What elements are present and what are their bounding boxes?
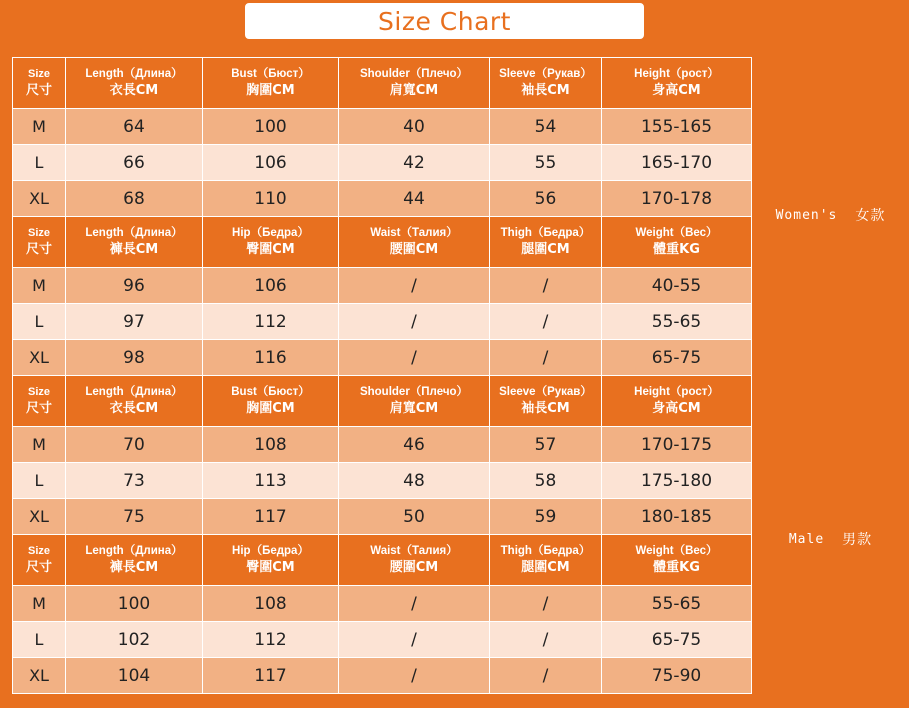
- header-label-en: Size: [27, 386, 50, 398]
- header-label-en: Bust（Бюст）: [231, 386, 310, 398]
- header-label-cn: 袖長CM: [521, 401, 570, 416]
- table-row: [13, 181, 752, 217]
- header-label-en: Length（Длина）: [85, 68, 183, 80]
- header-label-en: Size: [27, 545, 50, 557]
- table-cell: 55-65: [602, 586, 752, 622]
- table-cell: /: [339, 622, 490, 658]
- table-cell-size: M: [13, 427, 66, 463]
- header-label-cn: 肩寬CM: [389, 401, 439, 416]
- table-header-cell: [203, 58, 339, 109]
- table-cell: 170-178: [602, 181, 752, 217]
- table-cell-size: L: [13, 463, 66, 499]
- header-label-cn: 尺寸: [25, 83, 52, 98]
- header-label-cn: 體重KG: [653, 560, 700, 575]
- table-cell: 75-90: [602, 658, 752, 694]
- table-row: [13, 304, 752, 340]
- table-header-cell: [66, 376, 203, 427]
- header-label-en: Length（Длина）: [85, 545, 183, 557]
- table-cell-size: M: [13, 586, 66, 622]
- table-row: [13, 109, 752, 145]
- table-cell: 50: [339, 499, 490, 535]
- table-header-cell: [66, 58, 203, 109]
- table-cell: 57: [490, 427, 602, 463]
- header-label-cn: 胸圍CM: [246, 83, 295, 98]
- table-header-cell: [13, 535, 66, 586]
- side-label-male: [752, 373, 909, 705]
- table-cell: 100: [66, 586, 203, 622]
- table-cell: 59: [490, 499, 602, 535]
- table-cell: 44: [339, 181, 490, 217]
- table-cell: 170-175: [602, 427, 752, 463]
- side-label-women-en: Women's: [775, 207, 838, 223]
- table-header-cell: [339, 535, 490, 586]
- header-label-en: Waist（Талия）: [370, 227, 458, 239]
- header-label-en: Shoulder（Плечо）: [359, 386, 469, 398]
- table-cell: 102: [66, 622, 203, 658]
- header-label-cn: 腿圍CM: [521, 242, 570, 257]
- header-label-cn: 尺寸: [25, 560, 52, 575]
- table-cell: 108: [203, 427, 339, 463]
- table-cell: /: [490, 304, 602, 340]
- table-cell-size: M: [13, 109, 66, 145]
- table-cell-size: L: [13, 622, 66, 658]
- table-cell: 68: [66, 181, 203, 217]
- table-cell-size: XL: [13, 499, 66, 535]
- table-cell: 112: [203, 304, 339, 340]
- table-cell: 54: [490, 109, 602, 145]
- header-label-cn: 衣長CM: [109, 401, 159, 416]
- table-cell: 65-75: [602, 622, 752, 658]
- table-header-cell: [490, 376, 602, 427]
- table-cell: 104: [66, 658, 203, 694]
- side-label-male-en: Male: [788, 531, 825, 547]
- table-cell: 64: [66, 109, 203, 145]
- table-cell: /: [490, 340, 602, 376]
- table-cell: 116: [203, 340, 339, 376]
- table-cell: 100: [203, 109, 339, 145]
- table-cell: /: [339, 586, 490, 622]
- header-label-en: Height（рост）: [634, 386, 719, 398]
- table-header-cell: [203, 535, 339, 586]
- table-header-cell: [490, 58, 602, 109]
- header-label-cn: 肩寬CM: [389, 83, 439, 98]
- table-cell: 55: [490, 145, 602, 181]
- table-cell: 97: [66, 304, 203, 340]
- table-header-cell: [203, 376, 339, 427]
- table-cell-size: L: [13, 304, 66, 340]
- table-header-cell: [203, 217, 339, 268]
- table-cell: 96: [66, 268, 203, 304]
- table-cell: 70: [66, 427, 203, 463]
- table-cell: 56: [490, 181, 602, 217]
- header-label-cn: 袖長CM: [521, 83, 570, 98]
- size-table: [12, 57, 752, 694]
- table-cell: /: [339, 340, 490, 376]
- table-cell-size: XL: [13, 181, 66, 217]
- header-label-en: Sleeve（Рукав）: [499, 68, 592, 80]
- table-cell: 75: [66, 499, 203, 535]
- header-label-cn: 體重KG: [653, 242, 700, 257]
- table-header-cell: [66, 217, 203, 268]
- table-cell: 65-75: [602, 340, 752, 376]
- table-row: [13, 658, 752, 694]
- header-label-en: Thigh（Бедра）: [500, 227, 591, 239]
- table-header-cell: [66, 535, 203, 586]
- header-label-en: Hip（Бедра）: [232, 227, 309, 239]
- table-header-cell: [13, 58, 66, 109]
- table-row: [13, 427, 752, 463]
- table-header-row: [13, 217, 752, 268]
- table-row: [13, 268, 752, 304]
- page-title: [243, 1, 646, 41]
- table-cell: 175-180: [602, 463, 752, 499]
- table-cell: 165-170: [602, 145, 752, 181]
- table-cell: 113: [203, 463, 339, 499]
- table-cell-size: M: [13, 268, 66, 304]
- side-label-women: [752, 57, 909, 373]
- table-cell: /: [490, 622, 602, 658]
- table-row: [13, 463, 752, 499]
- table-cell-size: L: [13, 145, 66, 181]
- header-label-cn: 衣長CM: [109, 83, 159, 98]
- table-cell: 55-65: [602, 304, 752, 340]
- table-cell-size: XL: [13, 658, 66, 694]
- header-label-en: Shoulder（Плечо）: [359, 68, 469, 80]
- header-label-cn: 臀圍CM: [246, 560, 295, 575]
- table-row: [13, 622, 752, 658]
- table-header-cell: [339, 58, 490, 109]
- header-label-en: Bust（Бюст）: [231, 68, 310, 80]
- table-cell: 58: [490, 463, 602, 499]
- table-header-row: [13, 535, 752, 586]
- table-header-cell: [490, 217, 602, 268]
- table-cell: /: [339, 268, 490, 304]
- side-label-women-cn: 女款: [855, 208, 886, 224]
- table-cell: 106: [203, 268, 339, 304]
- header-label-en: Length（Длина）: [85, 227, 183, 239]
- header-label-en: Waist（Талия）: [370, 545, 458, 557]
- table-row: [13, 499, 752, 535]
- table-header-cell: [13, 217, 66, 268]
- table-cell: 66: [66, 145, 203, 181]
- table-header-cell: [490, 535, 602, 586]
- header-label-cn: 身高CM: [652, 401, 701, 416]
- table-header-cell: [339, 376, 490, 427]
- table-cell: 112: [203, 622, 339, 658]
- table-header-cell: [602, 58, 752, 109]
- table-cell: 73: [66, 463, 203, 499]
- header-label-en: Size: [27, 68, 50, 80]
- page-title-text: Size Chart: [378, 6, 511, 36]
- header-label-cn: 臀圍CM: [246, 242, 295, 257]
- table-row: [13, 145, 752, 181]
- table-cell: 106: [203, 145, 339, 181]
- header-label-cn: 尺寸: [25, 242, 52, 257]
- table-row: [13, 340, 752, 376]
- header-label-cn: 尺寸: [25, 401, 52, 416]
- header-label-en: Hip（Бедра）: [232, 545, 309, 557]
- header-label-cn: 褲長CM: [109, 560, 159, 575]
- table-cell: /: [339, 304, 490, 340]
- table-cell: 42: [339, 145, 490, 181]
- table-cell: 117: [203, 658, 339, 694]
- table-cell: 155-165: [602, 109, 752, 145]
- table-cell: 98: [66, 340, 203, 376]
- table-cell: 46: [339, 427, 490, 463]
- table-header-row: [13, 376, 752, 427]
- table-cell: 110: [203, 181, 339, 217]
- table-header-cell: [13, 376, 66, 427]
- table-cell: 40-55: [602, 268, 752, 304]
- header-label-en: Thigh（Бедра）: [500, 545, 591, 557]
- header-label-en: Weight（Вес）: [635, 545, 718, 557]
- header-label-en: Weight（Вес）: [635, 227, 718, 239]
- header-label-cn: 身高CM: [652, 83, 701, 98]
- table-header-cell: [339, 217, 490, 268]
- table-cell: 108: [203, 586, 339, 622]
- table-cell: /: [490, 586, 602, 622]
- header-label-en: Height（рост）: [634, 68, 719, 80]
- table-cell: 117: [203, 499, 339, 535]
- table-cell: /: [490, 658, 602, 694]
- table-cell-size: XL: [13, 340, 66, 376]
- table-header-cell: [602, 535, 752, 586]
- side-label-male-cn: 男款: [842, 532, 873, 548]
- header-label-cn: 腰圍CM: [389, 242, 439, 257]
- header-label-cn: 腿圍CM: [521, 560, 570, 575]
- header-label-en: Length（Длина）: [85, 386, 183, 398]
- table-header-row: [13, 58, 752, 109]
- header-label-en: Sleeve（Рукав）: [499, 386, 592, 398]
- header-label-en: Size: [27, 227, 50, 239]
- table-cell: /: [339, 658, 490, 694]
- header-label-cn: 胸圍CM: [246, 401, 295, 416]
- header-label-cn: 腰圍CM: [389, 560, 439, 575]
- table-cell: 180-185: [602, 499, 752, 535]
- header-label-cn: 褲長CM: [109, 242, 159, 257]
- table-cell: 48: [339, 463, 490, 499]
- table-row: [13, 586, 752, 622]
- table-header-cell: [602, 217, 752, 268]
- table-header-cell: [602, 376, 752, 427]
- table-cell: 40: [339, 109, 490, 145]
- table-cell: /: [490, 268, 602, 304]
